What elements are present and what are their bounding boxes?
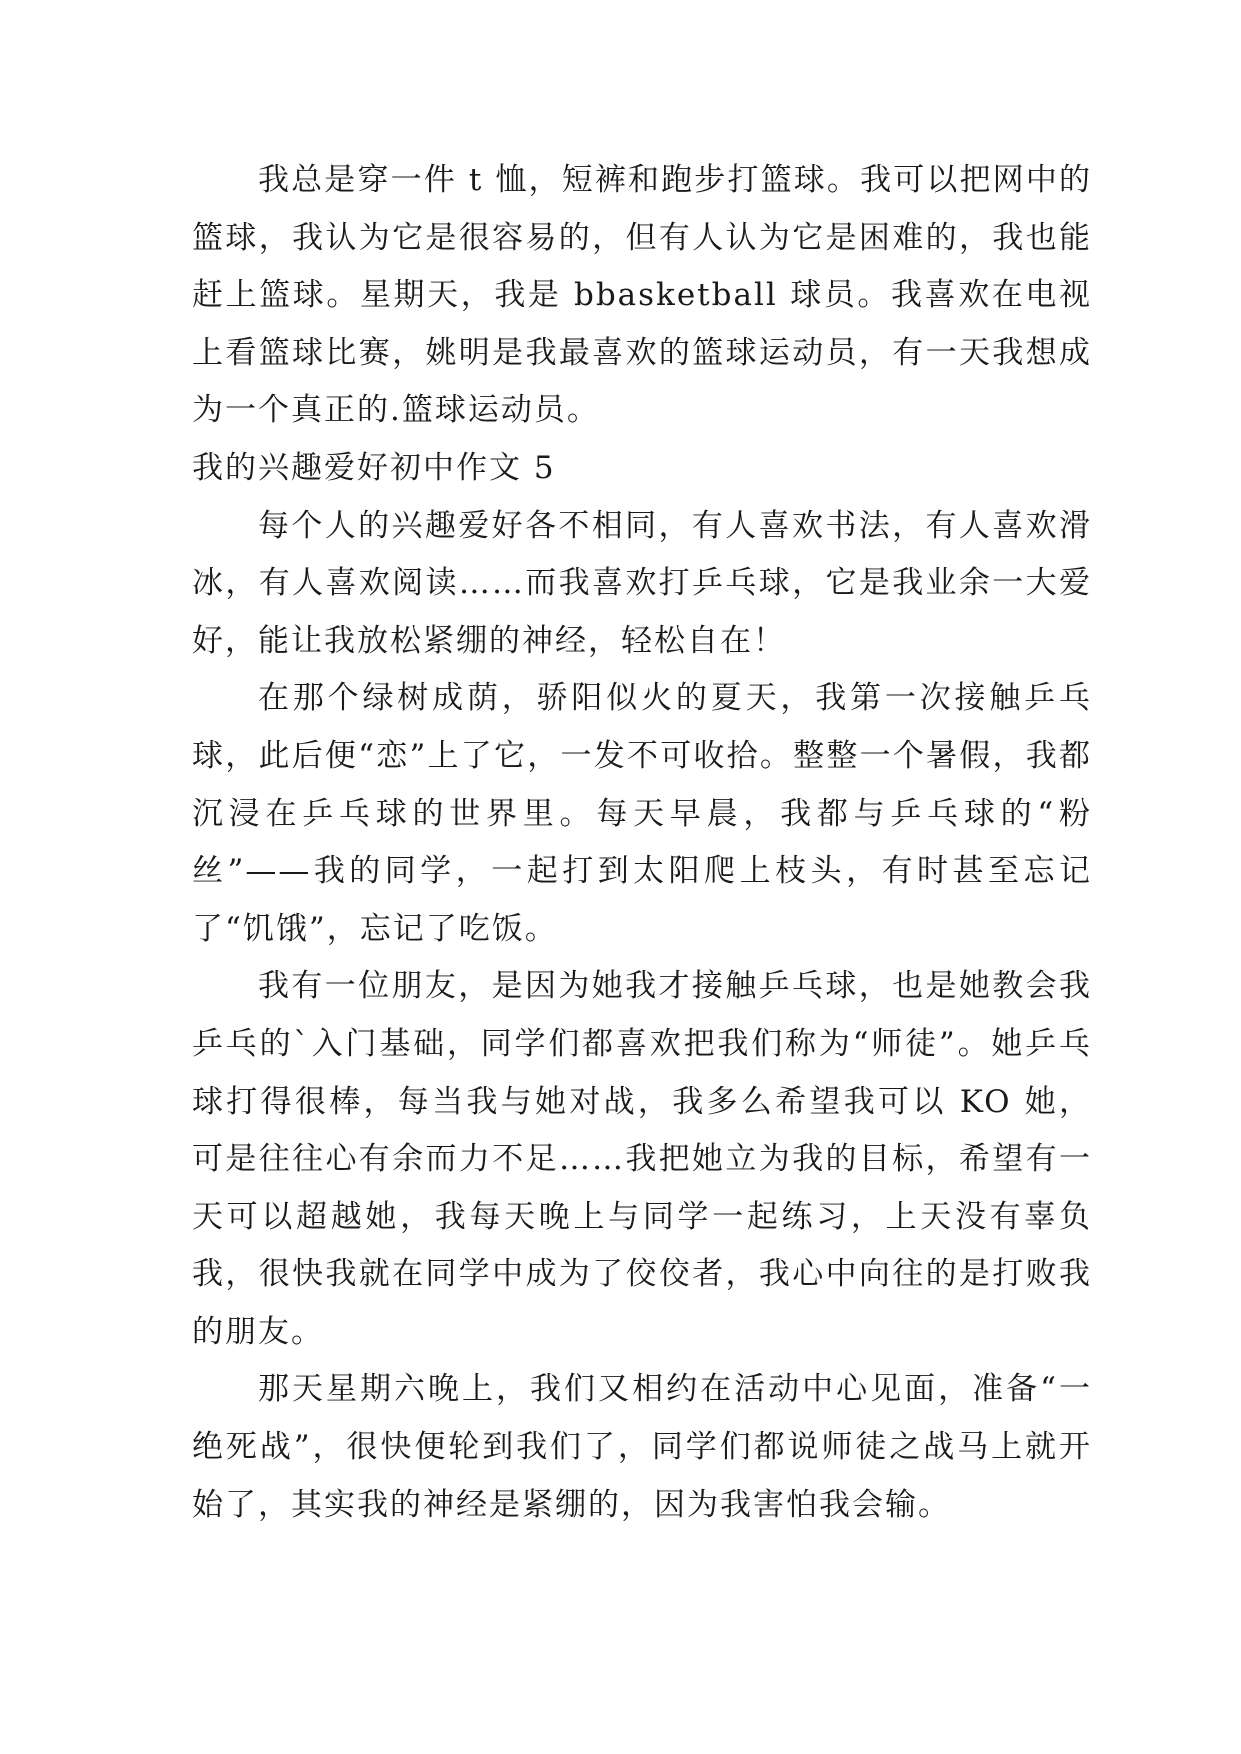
essay-heading: 我的兴趣爱好初中作文 5 (192, 449, 556, 486)
document-body (192, 152, 1092, 1534)
paragraph-summer: 在那个绿树成荫，骄阳似火的夏天，我第一次接触乒乓球，此后便“恋”上了它，一发不可收拾。整整一个暑假，我都沉浸在乒乓球的世界里。每天早晨，我都与乒乓球的“粉丝”——我的同学，一起打到太阳爬上枝头，有时甚至忘记了“饥饿”，忘记了吃饭。 (192, 680, 1092, 947)
paragraph-friend: 我有一位朋友，是因为她我才接触乒乓球，也是她教会我乒乓的`入门基础，同学们都喜欢把我们称为“师徒”。她乒乓球打得很棒，每当我与她对战，我多么希望我可以 KO 她，可是往往心有余而力不足……我把她立为我的目标，希望有一天可以超越她，我每天晚上与同学一起练习，上天没有辜负我，很快我就在同学中成为了佼佼者，我心中向往的是打败我的朋友。 (192, 968, 1092, 1350)
paragraph-intro: 每个人的兴趣爱好各不相同，有人喜欢书法，有人喜欢滑冰，有人喜欢阅读……而我喜欢打乒乓球，它是我业余一大爱好，能让我放松紧绷的神经，轻松自在！ (192, 507, 1092, 659)
paragraph-saturday: 那天星期六晚上，我们又相约在活动中心见面，准备“一绝死战”，很快便轮到我们了，同学们都说师徒之战马上就开始了，其实我的神经是紧绷的，因为我害怕我会输。 (192, 1371, 1092, 1523)
paragraph-basketball: 我总是穿一件 t 恤，短裤和跑步打篮球。我可以把网中的篮球，我认为它是很容易的，但有人认为它是困难的，我也能赶上篮球。星期天，我是 bbasketball 球员。我喜欢在电视上看篮球比赛，姚明是我最喜欢的篮球运动员，有一天我想成为一个真正的.篮球运动员。 (192, 162, 1092, 429)
